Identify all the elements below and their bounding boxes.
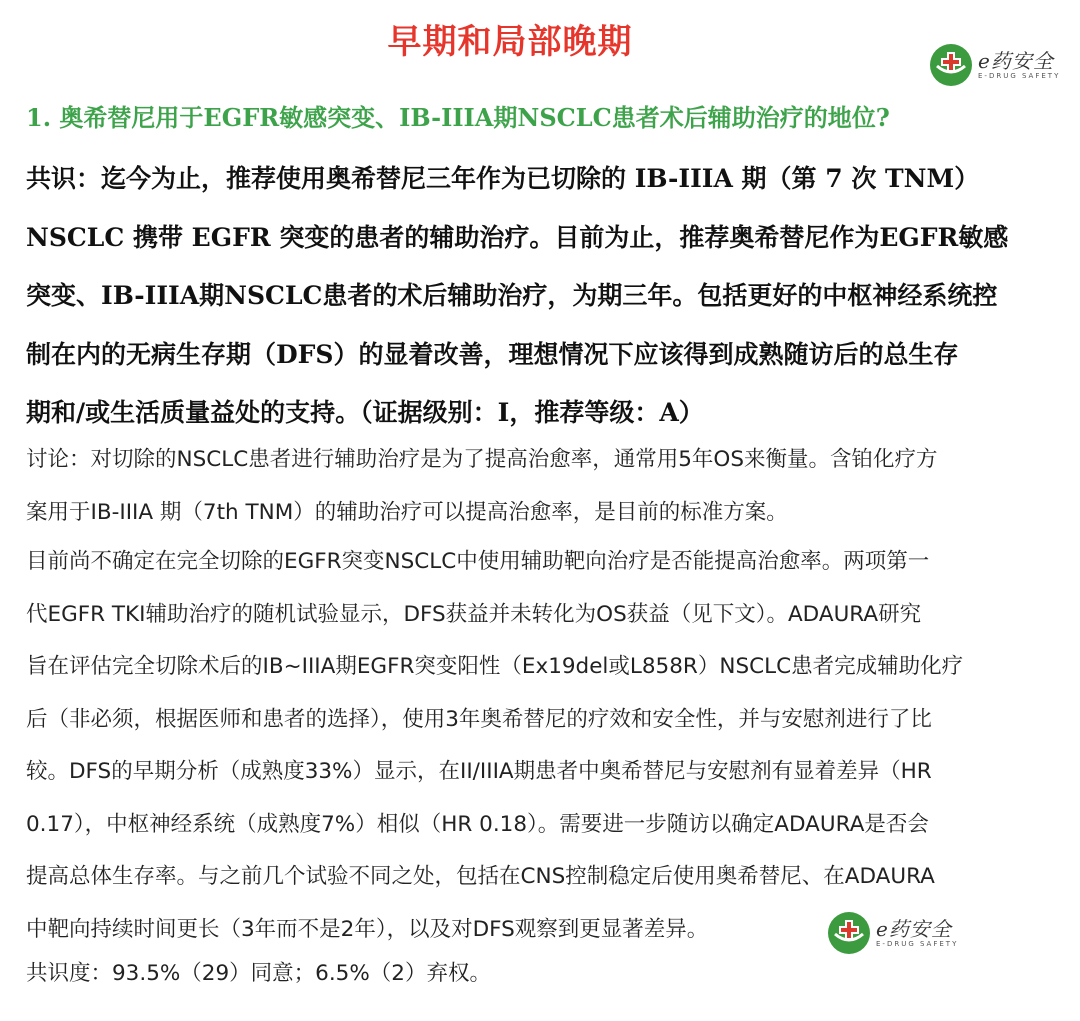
logo-name: e药安全 (978, 48, 1054, 73)
logo-name: e药安全 (876, 916, 952, 941)
consensus-line: NSCLC 携带 EGFR 突变的患者的辅助治疗。目前为止，推荐奥希替尼作为EGFR敏感 (26, 222, 1009, 252)
consensus-statement (26, 150, 1061, 443)
paragraph-line: 0.17），中枢神经系统（成熟度7%）相似（HR 0.18）。需要进一步随访以确定ADAURA是否会 (26, 811, 929, 837)
paragraph-line: 中靶向持续时间更长（3年而不是2年），以及对DFS观察到更显著差异。 (26, 916, 709, 942)
consensus-line: 突变、IB-IIIA期NSCLC患者的术后辅助治疗，为期三年。包括更好的中枢神经系统控 (26, 281, 998, 310)
logo-subtitle: E-DRUG SAFETY (876, 939, 959, 948)
paragraph-line: 目前尚不确定在完全切除的EGFR突变NSCLC中使用辅助靶向治疗是否能提高治愈率。两项第一 (26, 549, 930, 574)
paragraph-line: 后（非必须，根据医师和患者的选择），使用3年奥希替尼的疗效和安全性，并与安慰剂进行了比 (26, 706, 932, 732)
discussion-line: 案用于IB-IIIA 期（7th TNM）的辅助治疗可以提高治愈率，是目前的标准方案。 (26, 499, 788, 525)
consensus-line: 制在内的无病生存期（DFS）的显着改善，理想情况下应该得到成熟随访后的总生存 (26, 339, 959, 369)
paragraph-line: 旨在评估完全切除术后的IB~IIIA期EGFR突变阳性（Ex19del或L858R）NSCLC患者完成辅助化疗 (26, 654, 964, 679)
paragraph-line: 较。DFS的早期分析（成熟度33%）显示，在II/IIIA期患者中奥希替尼与安慰剂有显着差异（HR (26, 759, 932, 784)
logo-subtitle: E-DRUG SAFETY (978, 71, 1061, 80)
question-heading: 1. 奥希替尼用于EGFR敏感突变、IB-IIIA期NSCLC患者术后辅助治疗的地位? (26, 103, 890, 132)
adaura-paragraph (26, 536, 1061, 956)
discussion-line: 讨论：对切除的NSCLC患者进行辅助治疗是为了提高治愈率，通常用5年OS来衡量。含铂化疗方 (26, 447, 938, 472)
paragraph-line: 提高总体生存率。与之前几个试验不同之处，包括在CNS控制稳定后使用奥希替尼、在ADAURA (26, 864, 935, 889)
agreement-line: 共识度：93.5%（29）同意；6.5%（2）弃权。 (26, 961, 491, 986)
discussion-paragraph (26, 434, 1061, 539)
e-drug-safety-logo (930, 44, 1060, 86)
consensus-line: 共识：迄今为止，推荐使用奥希替尼三年作为已切除的 IB-IIIA 期（第 7 次 TNM） (26, 164, 980, 193)
consensus-line: 期和/或生活质量益处的支持。（证据级别：I，推荐等级：A） (26, 398, 704, 427)
page-title: 早期和局部晚期 (387, 22, 633, 62)
paragraph-line: 代EGFR TKI辅助治疗的随机试验显示，DFS获益并未转化为OS获益（见下文）。ADAURA研究 (26, 601, 922, 627)
logo-cross-icon (930, 44, 972, 86)
